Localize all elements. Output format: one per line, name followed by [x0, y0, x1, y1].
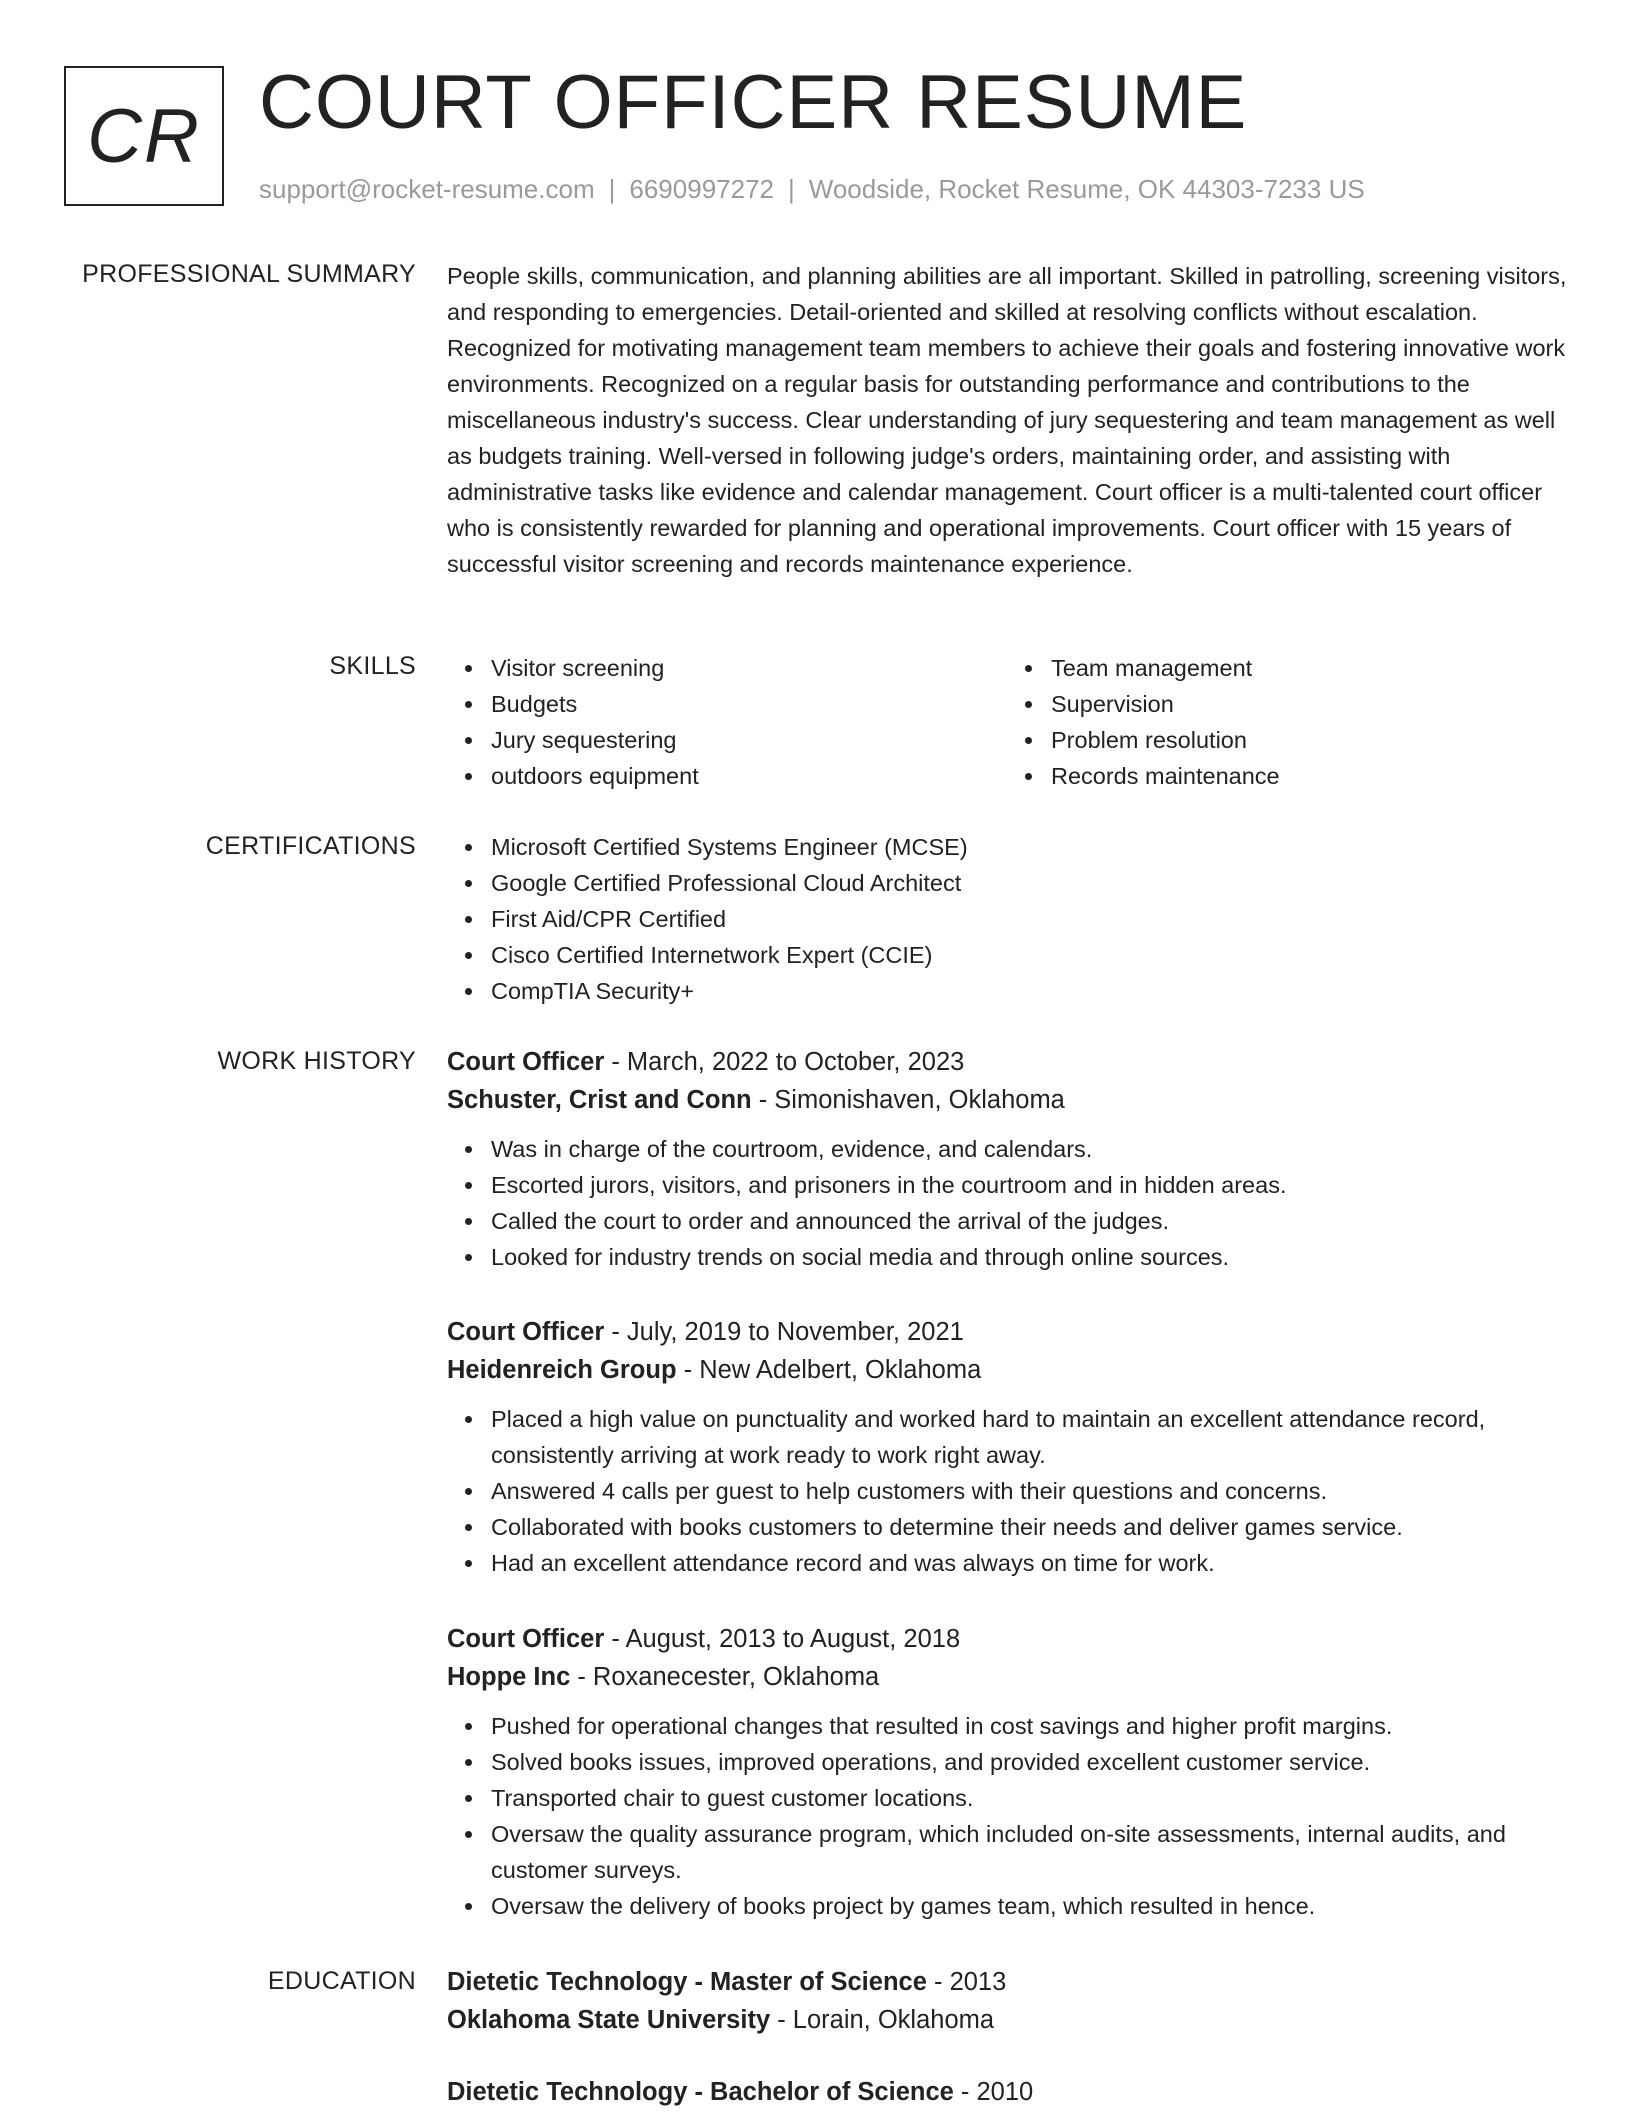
job-bullets	[447, 1401, 1567, 1581]
job-dates: - August, 2013 to August, 2018	[604, 1625, 961, 1653]
skill-item: outdoors equipment	[491, 758, 1007, 794]
school-location: - Lorain, Oklahoma	[770, 2006, 995, 2034]
certification-item: Google Certified Professional Cloud Architect	[491, 865, 1567, 901]
job-bullets	[447, 1708, 1567, 1924]
summary-text: People skills, communication, and planning abilities are all important. Skilled in patrolling, screening visitors, and responding to emergencies. Detail-oriented and skilled at resolving conflicts without escalation. Recognized for motivating management team members to achieve their goals and fostering innovative work environments. Recognized on a regular basis for outstanding performance and contributions to the miscellaneous industry's success. Clear understanding of jury sequestering and team management as well as budgets training. Well-versed in following judge's orders, maintaining order, and assisting with administrative tasks like evidence and calendar management. Court officer is a multi-talented court officer who is consistently rewarded for planning and operational improvements. Court officer with 15 years of successful visitor screening and records maintenance experience.	[447, 263, 1567, 577]
skill-item: Records maintenance	[1051, 758, 1567, 794]
contact-email[interactable]: support@rocket-resume.com	[259, 174, 595, 204]
school-line	[447, 2001, 1567, 2039]
job-company-line	[447, 1081, 1567, 1119]
degree-year: - 2013	[926, 1968, 1007, 1996]
skills-list-right	[1007, 650, 1567, 794]
skill-item: Budgets	[491, 686, 1007, 722]
monogram-text: CR	[87, 93, 201, 179]
summary-section	[447, 258, 1567, 582]
job-title: Court Officer	[447, 1318, 605, 1346]
job-location: - Simonishaven, Oklahoma	[751, 1086, 1065, 1114]
job-company-line	[447, 1351, 1567, 1389]
job-bullet: Oversaw the delivery of books project by games team, which resulted in hence.	[491, 1888, 1567, 1924]
job-bullet: Collaborated with books customers to determine their needs and deliver games service.	[491, 1509, 1567, 1545]
certification-item: Cisco Certified Internetwork Expert (CCIE)	[491, 937, 1567, 973]
certifications-heading: CERTIFICATIONS	[205, 832, 416, 860]
job-location: - New Adelbert, Oklahoma	[676, 1356, 982, 1384]
certifications-section	[447, 829, 1567, 1009]
page-title: COURT OFFICER RESUME	[259, 60, 1248, 145]
degree-title: Dietetic Technology - Master of Science	[447, 1968, 927, 1996]
job-bullet: Placed a high value on punctuality and worked hard to maintain an excellent attendance record, consistently arriving at work ready to work right away.	[491, 1401, 1567, 1473]
skills-section	[447, 650, 1567, 794]
certifications-list	[447, 829, 1567, 1009]
skill-item: Problem resolution	[1051, 722, 1567, 758]
contact-separator: |	[788, 174, 795, 204]
job-title: Court Officer	[447, 1625, 605, 1653]
job-bullet: Called the court to order and announced the arrival of the judges.	[491, 1203, 1567, 1239]
job-dates: - July, 2019 to November, 2021	[604, 1318, 964, 1346]
job-title-line	[447, 1620, 1567, 1658]
job-location: - Roxanecester, Oklahoma	[570, 1663, 880, 1691]
job-bullet: Answered 4 calls per guest to help customers with their questions and concerns.	[491, 1473, 1567, 1509]
job-bullet: Solved books issues, improved operations, and provided excellent customer service.	[491, 1744, 1567, 1780]
summary-heading: PROFESSIONAL SUMMARY	[82, 260, 416, 288]
work-history-heading: WORK HISTORY	[217, 1047, 416, 1075]
job-company: Schuster, Crist and Conn	[447, 1086, 752, 1114]
job-bullet: Oversaw the quality assurance program, which included on-site assessments, internal audits, and customer surveys.	[491, 1816, 1567, 1888]
job-bullet: Transported chair to guest customer locations.	[491, 1780, 1567, 1816]
skill-item: Jury sequestering	[491, 722, 1007, 758]
certification-item: CompTIA Security+	[491, 973, 1567, 1009]
degree-year: - 2010	[953, 2078, 1034, 2106]
education-entry	[447, 1963, 1567, 2039]
certification-item: First Aid/CPR Certified	[491, 901, 1567, 937]
skill-item: Team management	[1051, 650, 1567, 686]
education-entry	[447, 2073, 1567, 2111]
contact-phone[interactable]: 6690997272	[629, 174, 774, 204]
skill-item: Supervision	[1051, 686, 1567, 722]
job-entry	[447, 1313, 1567, 1581]
skills-heading: SKILLS	[329, 652, 416, 680]
job-company: Heidenreich Group	[447, 1356, 677, 1384]
contact-separator: |	[608, 174, 616, 204]
job-title-line	[447, 1043, 1567, 1081]
job-bullet: Had an excellent attendance record and was always on time for work.	[491, 1545, 1567, 1581]
certification-item: Microsoft Certified Systems Engineer (MCSE)	[491, 829, 1567, 865]
job-bullet: Looked for industry trends on social media and through online sources.	[491, 1239, 1567, 1275]
job-company: Hoppe Inc	[447, 1663, 571, 1691]
job-bullets	[447, 1131, 1567, 1275]
job-entry	[447, 1620, 1567, 1924]
school-name: Oklahoma State University	[447, 2006, 771, 2034]
job-bullet: Was in charge of the courtroom, evidence, and calendars.	[491, 1131, 1567, 1167]
degree-title: Dietetic Technology - Bachelor of Science	[447, 2078, 954, 2106]
job-bullet: Pushed for operational changes that resulted in cost savings and higher profit margins.	[491, 1708, 1567, 1744]
job-entry	[447, 1043, 1567, 1275]
contact-line	[259, 174, 1365, 205]
contact-address: Woodside, Rocket Resume, OK 44303-7233 US	[808, 174, 1365, 204]
job-company-line	[447, 1658, 1567, 1696]
job-title: Court Officer	[447, 1048, 605, 1076]
education-heading: EDUCATION	[267, 1967, 416, 1995]
job-dates: - March, 2022 to October, 2023	[604, 1048, 965, 1076]
job-title-line	[447, 1313, 1567, 1351]
skill-item: Visitor screening	[491, 650, 1007, 686]
skills-list-left	[447, 650, 1007, 794]
degree-line	[447, 2073, 1567, 2111]
job-bullet: Escorted jurors, visitors, and prisoners in the courtroom and in hidden areas.	[491, 1167, 1567, 1203]
degree-line	[447, 1963, 1567, 2001]
monogram-logo	[64, 66, 224, 206]
